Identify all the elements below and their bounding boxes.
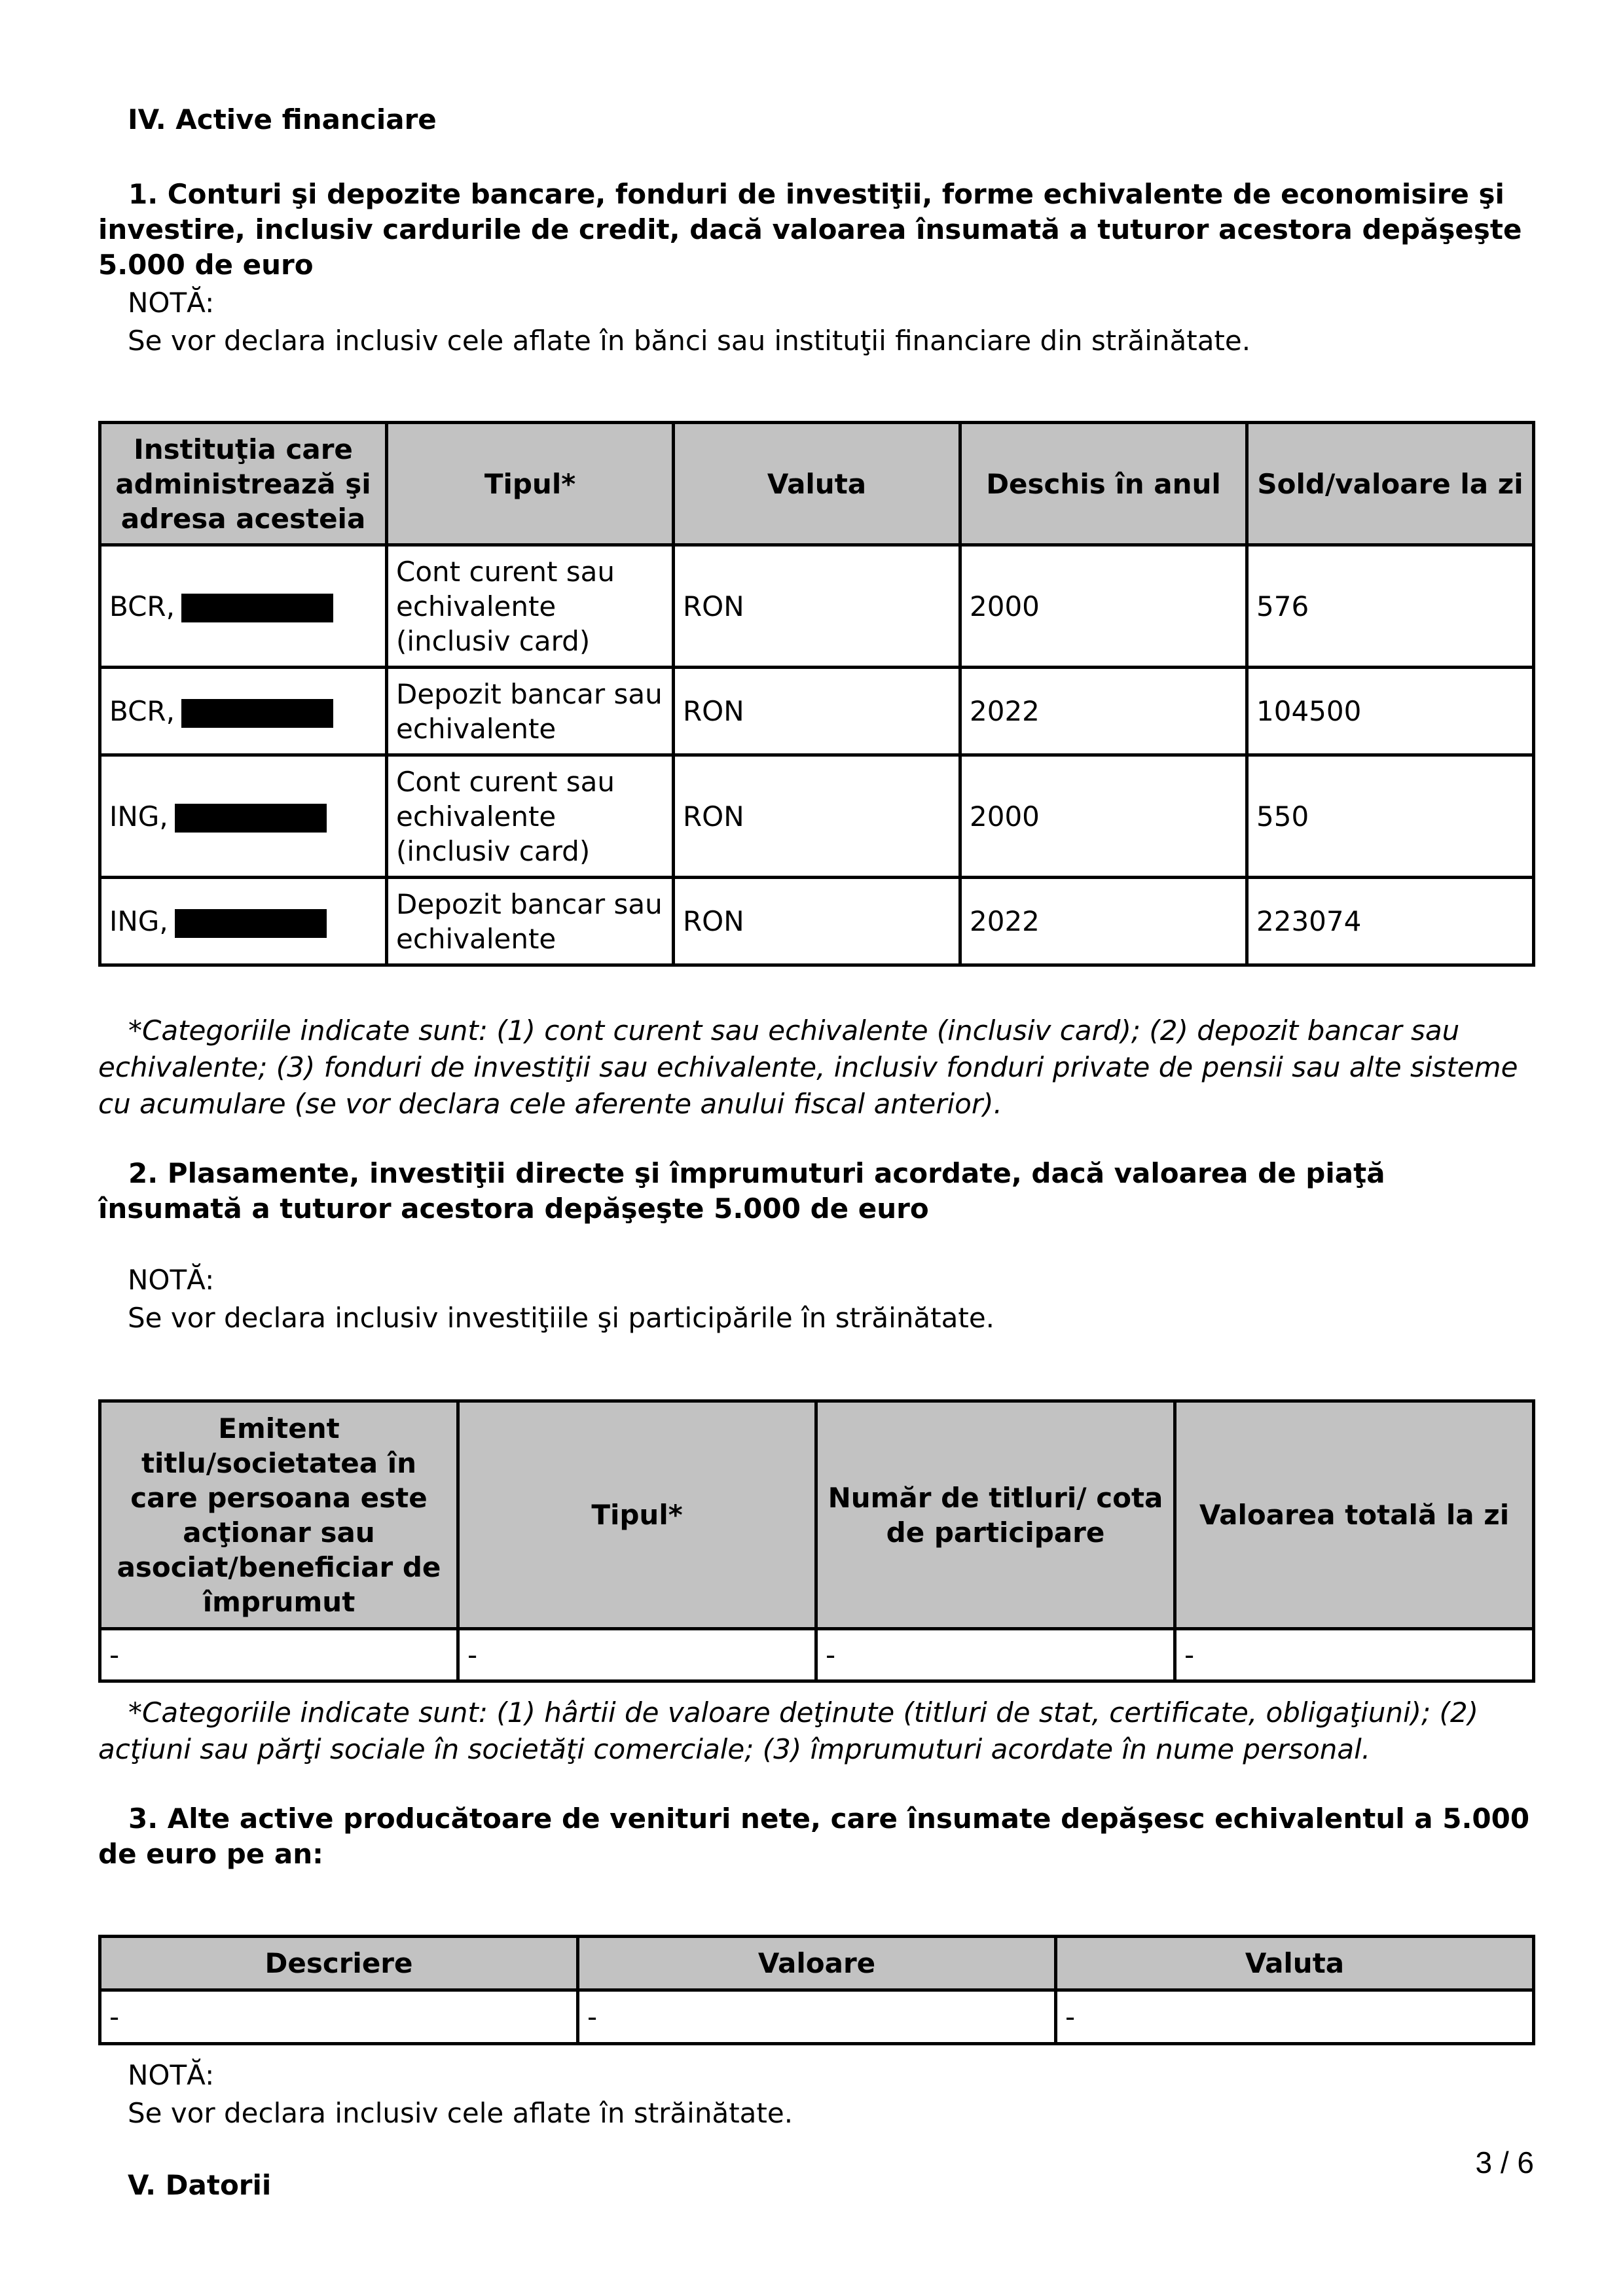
year-cell: 2000 — [960, 545, 1247, 668]
section-v-title: V. Datorii — [128, 2169, 272, 2201]
balance-cell: 550 — [1247, 755, 1534, 878]
type-cell: - — [458, 1629, 816, 1681]
value-cell: - — [1175, 1629, 1534, 1681]
institution-name: BCR, — [109, 695, 175, 727]
year-cell: 2022 — [960, 668, 1247, 755]
balance-cell: 576 — [1247, 545, 1534, 668]
currency-cell: RON — [674, 545, 960, 668]
s1-title: 1. Conturi şi depozite bancare, fonduri de investiţii, forme echivalente de economisire şi investire, inclusiv cardurile de credit, dacă valoarea însumată a tuturor acestora depăşeşte 5.000 de euro — [98, 178, 1522, 281]
s3-header-description: Descriere — [100, 1937, 578, 1990]
redacted-address — [181, 594, 333, 622]
type-cell: Depozit bancar sau echivalente — [387, 878, 674, 965]
institution-cell — [100, 668, 387, 755]
s2-note-label: NOTĂ: — [128, 1264, 215, 1296]
s3-note-text: Se vor declara inclusiv cele aflate în străinătate. — [128, 2097, 793, 2129]
s2-footnote: *Categoriile indicate sunt: (1) hârtii de valoare deţinute (titluri de stat, certificate, obligaţiuni); (2) acţiuni sau părţi sociale în societăţi comerciale; (3) împrumuturi acordate în nume personal. — [98, 1696, 1479, 1765]
table-row — [100, 1990, 1534, 2044]
s3-header-row — [100, 1937, 1534, 1990]
s3-other-assets-table — [98, 1935, 1535, 2045]
issuer-cell: - — [100, 1629, 458, 1681]
year-cell: 2022 — [960, 878, 1247, 965]
s1-header-currency: Valuta — [674, 423, 960, 545]
institution-cell — [100, 755, 387, 878]
institution-cell — [100, 545, 387, 668]
section-iv-title: IV. Active financiare — [128, 103, 437, 135]
table-row — [100, 878, 1534, 965]
redacted-address — [175, 804, 327, 833]
redacted-address — [181, 699, 333, 728]
s2-header-row — [100, 1401, 1534, 1629]
balance-cell: 223074 — [1247, 878, 1534, 965]
s3-header-currency: Valuta — [1056, 1937, 1534, 1990]
s1-note-label: NOTĂ: — [128, 287, 215, 319]
s2-investments-table — [98, 1399, 1535, 1683]
table-row — [100, 755, 1534, 878]
s2-note-text: Se vor declara inclusiv investiţiile şi participările în străinătate. — [128, 1302, 995, 1334]
institution-name: BCR, — [109, 590, 175, 622]
type-cell: Depozit bancar sau echivalente — [387, 668, 674, 755]
s1-header-institution: Instituţia care administrează şi adresa acesteia — [100, 423, 387, 545]
currency-cell: RON — [674, 878, 960, 965]
s1-header-row — [100, 423, 1534, 545]
s1-header-balance: Sold/valoare la zi — [1247, 423, 1534, 545]
table-row — [100, 1629, 1534, 1681]
s1-header-year: Deschis în anul — [960, 423, 1247, 545]
currency-cell: RON — [674, 668, 960, 755]
page-number: 3 / 6 — [1475, 2145, 1534, 2179]
institution-cell — [100, 878, 387, 965]
s3-title: 3. Alte active producătoare de venituri nete, care însumate depăşesc echivalentul a 5.000 de euro pe an: — [98, 1803, 1530, 1870]
institution-name: ING, — [109, 905, 168, 937]
year-cell: 2000 — [960, 755, 1247, 878]
s1-header-type: Tipul* — [387, 423, 674, 545]
s2-header-issuer: Emitent titlu/societatea în care persoana este acţionar sau asociat/beneficiar de împrumut — [100, 1401, 458, 1629]
currency-cell: - — [1056, 1990, 1534, 2044]
type-cell: Cont curent sau echivalente (inclusiv card) — [387, 755, 674, 878]
s1-accounts-table — [98, 421, 1535, 967]
institution-name: ING, — [109, 800, 168, 833]
redacted-address — [175, 909, 327, 938]
s2-title: 2. Plasamente, investiţii directe şi împrumuturi acordate, dacă valoarea de piaţă însumată a tuturor acestora depăşeşte 5.000 de euro — [98, 1157, 1385, 1225]
s2-header-value: Valoarea totală la zi — [1175, 1401, 1534, 1629]
s2-header-type: Tipul* — [458, 1401, 816, 1629]
s1-note-text: Se vor declara inclusiv cele aflate în bănci sau instituţii financiare din străinătate. — [128, 325, 1251, 357]
table-row — [100, 668, 1534, 755]
s3-note-label: NOTĂ: — [128, 2059, 215, 2091]
value-cell: - — [578, 1990, 1056, 2044]
description-cell: - — [100, 1990, 578, 2044]
units-cell: - — [816, 1629, 1175, 1681]
balance-cell: 104500 — [1247, 668, 1534, 755]
s3-header-value: Valoare — [578, 1937, 1056, 1990]
currency-cell: RON — [674, 755, 960, 878]
type-cell: Cont curent sau echivalente (inclusiv card) — [387, 545, 674, 668]
s1-footnote: *Categoriile indicate sunt: (1) cont curent sau echivalente (inclusiv card); (2) depozit bancar sau echivalente; (3) fonduri de investiţii sau echivalente, inclusiv fonduri private de pensii sau alte sisteme cu acumulare (se vor declara cele aferente anului fiscal anterior). — [98, 1014, 1518, 1120]
s2-header-units: Număr de titluri/ cota de participare — [816, 1401, 1175, 1629]
table-row — [100, 545, 1534, 668]
